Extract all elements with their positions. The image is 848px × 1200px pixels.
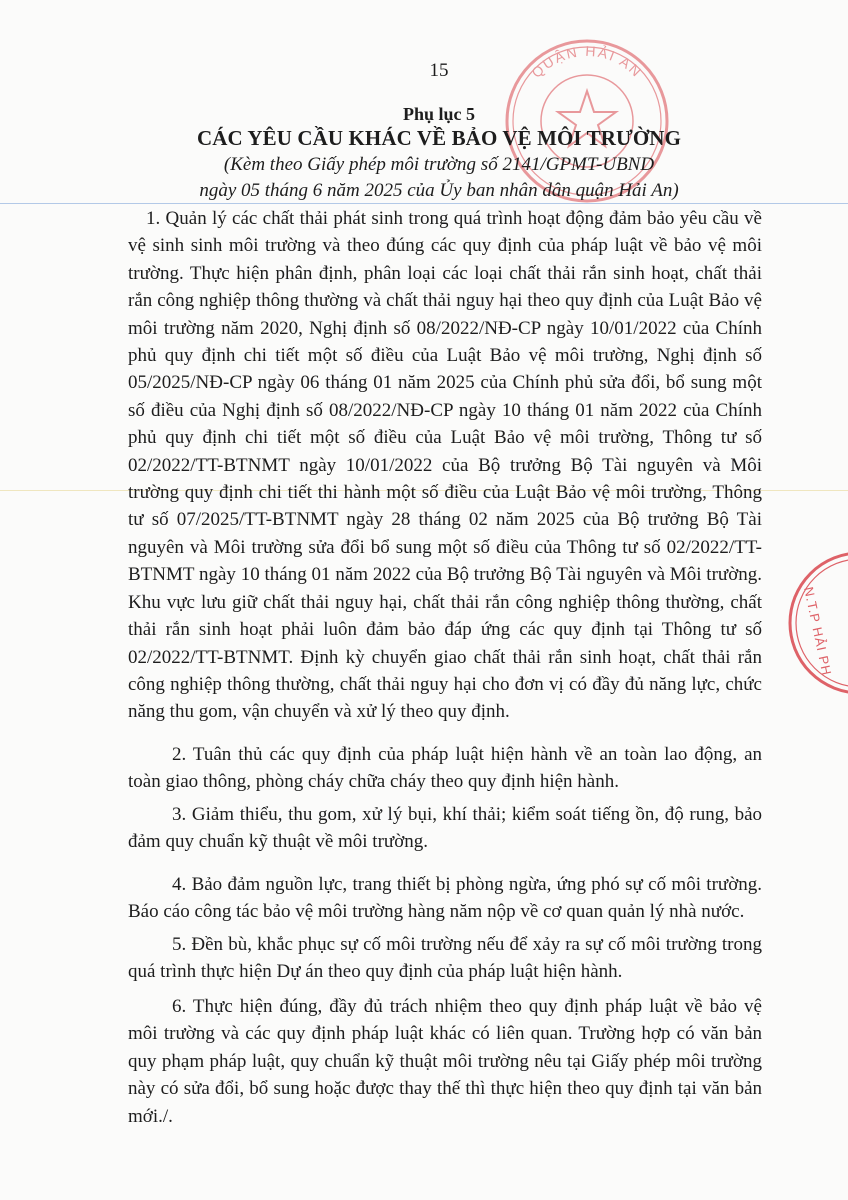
paragraph-6-legal-responsibility: 6. Thực hiện đúng, đầy đủ trách nhiệm theo quy định pháp luật về bảo vệ môi trường và các quy định pháp luật khác có liên quan. Trường hợp có văn bản quy phạm pháp luật, quy chuẩn kỹ thuật môi trường nêu tại Giấy phép môi trường này có sửa đổi, bổ sung hoặc được thay thế thì thực hiện theo quy định tại văn bản mới./. [128,996,762,1127]
appendix-title: CÁC YÊU CẦU KHÁC VỀ BẢO VỆ MÔI TRƯỜNG [196,126,681,150]
paragraph-1-waste-management: 1. Quản lý các chất thải phát sinh trong quá trình hoạt động đảm bảo yêu cầu về vệ sinh sinh môi trường và theo đúng các quy định của pháp luật về bảo vệ môi trường. Thực hiện phân định, phân loại các loại chất thải rắn sinh hoạt, chất thải rắn công nghiệp thông thường và chất thải nguy hại theo quy định của Luật Bảo vệ môi trường năm 2020, Nghị định số 08/2022/NĐ-CP ngày 10/01/2022 của Chính phủ quy định chi tiết một số điều của Luật Bảo vệ môi trường, Nghị định số 05/2025/NĐ-CP ngày 06 tháng 01 năm 2025 của Chính phủ sửa đổi, bổ sung một số điều của Nghị định số 08/2022/NĐ-CP ngày 10 tháng 01 năm 2022 của Chính phủ quy định chi tiết một số điều của Luật Bảo vệ môi trường, Thông tư số 02/2022/TT-BTNMT ngày 10/01/2022 của Bộ trưởng Bộ Tài nguyên và Môi trường quy định chi tiết thi hành một số điều của Luật Bảo vệ môi trường, Thông tư số 07/2025/TT-BTNMT ngày 28 tháng 02 năm 2025 của Bộ trưởng Bộ Tài nguyên và Môi trường sửa đổi bổ sung một số điều của Thông tư số 02/2022/TT-BTNMT ngày 10 tháng 01 năm 2022 của Bộ trưởng Bộ Tài nguyên và Môi trường. Khu vực lưu giữ chất thải nguy hại, chất thải rắn công nghiệp thông thường, chất thải rắn sinh hoạt phải luôn đảm bảo đáp ứng các quy định tại Thông tư số 02/2022/TT-BTNMT. Định kỳ chuyển giao chất thải rắn sinh hoạt, chất thải rắn công nghiệp thông thường, chất thải nguy hại cho đơn vị có đầy đủ năng lực, chức năng thu gom, vận chuyển và xử lý theo quy định. [128,208,762,723]
seal-text: QUẬN HẢI AN [528,42,646,81]
subtitle-line-2: ngày 05 tháng 6 năm 2025 của Ủy ban nhân dân quận Hải An) [199,180,679,201]
paragraph-4-incident-preparedness: 4. Bảo đảm nguồn lực, trang thiết bị phòng ngừa, ứng phó sự cố môi trường. Báo cáo công tác bảo vệ môi trường hàng năm nộp về cơ quan quản lý nhà nước. [128,874,762,923]
paragraph-5-compensation: 5. Đền bù, khắc phục sự cố môi trường nếu để xảy ra sự cố môi trường trong quá trình thực hiện Dự án theo quy định của pháp luật hiện hành. [128,934,762,983]
official-seal-edge [778,548,848,698]
subtitle-line-1: (Kèm theo Giấy phép môi trường số 2141/GPMT-UBND [223,154,655,175]
page-number: 15 [429,60,449,81]
appendix-label: Phụ lục 5 [402,104,476,124]
paragraph-3-emission-control: 3. Giảm thiểu, thu gom, xử lý bụi, khí thải; kiểm soát tiếng ồn, độ rung, bảo đảm quy chuẩn kỹ thuật về môi trường. [128,804,762,853]
paragraph-2-safety-compliance: 2. Tuân thủ các quy định của pháp luật hiện hành về an toàn lao động, an toàn giao thông, phòng cháy chữa cháy theo quy định hiện hành. [128,744,762,793]
seal-edge-text: N.T.P HẢI PH [801,585,835,678]
scan-artifact-line [0,203,848,204]
